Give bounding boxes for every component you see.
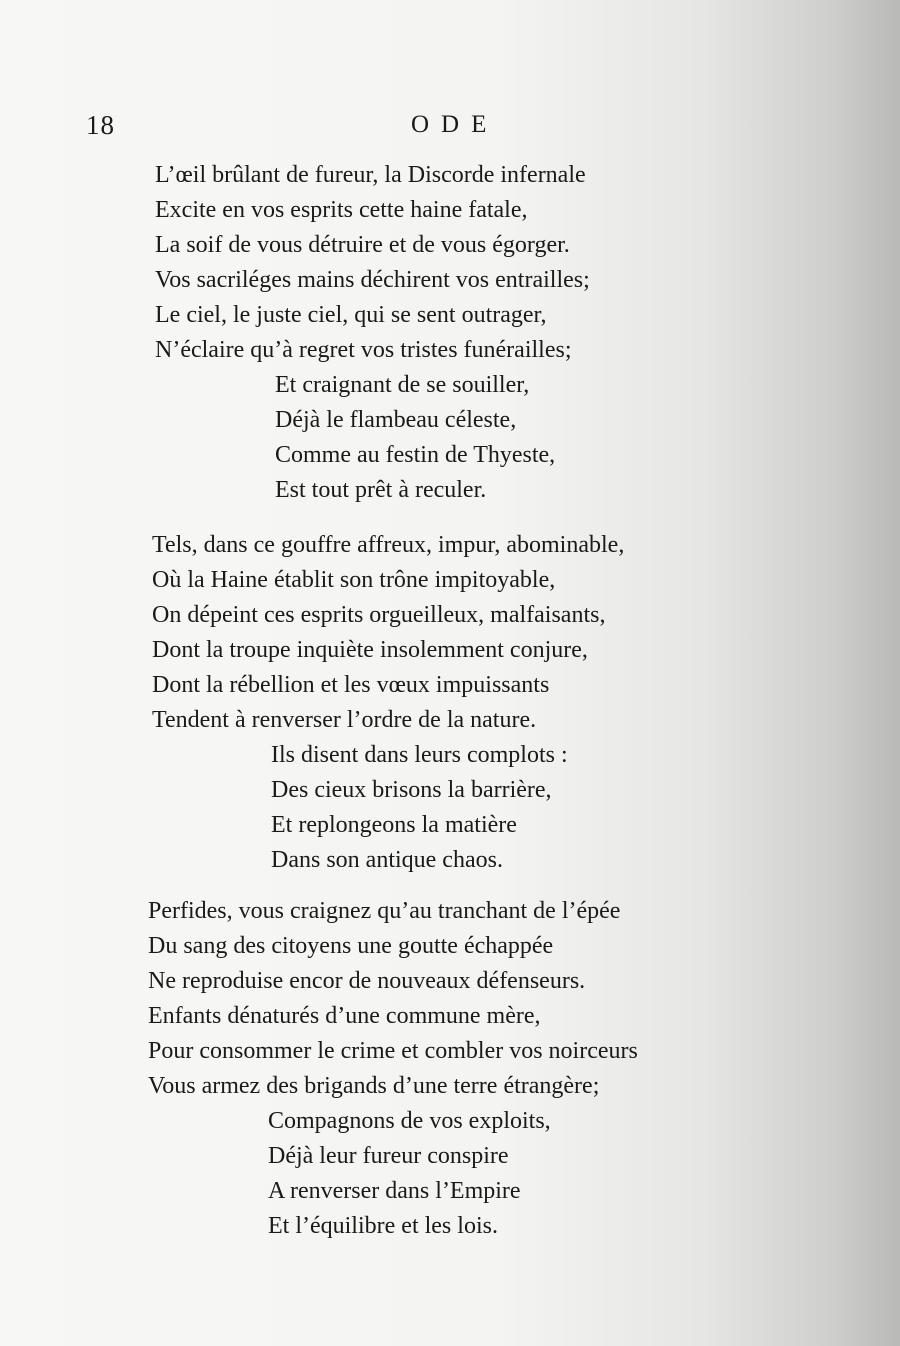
verse-line: Le ciel, le juste ciel, qui se sent outrager, — [155, 302, 547, 328]
verse-line: Du sang des citoyens une goutte échappée — [148, 933, 554, 959]
indented-verse-line: Et craignant de se souiller, — [275, 372, 530, 398]
indented-verse-line: Est tout prêt à reculer. — [275, 477, 487, 503]
indented-verse-line: Déjà leur fureur conspire — [268, 1143, 509, 1169]
verse-line: On dépeint ces esprits orgueilleux, malfaisants, — [152, 602, 606, 628]
indented-verse-line: Compagnons de vos exploits, — [268, 1108, 551, 1134]
indented-verse-line: Et replongeons la matière — [271, 812, 517, 838]
stanza-2 — [0, 528, 900, 878]
verse-line: Dont la troupe inquiète insolemment conjure, — [152, 637, 588, 663]
stanza-1 — [0, 158, 900, 508]
indented-verse-line: Et l’équilibre et les lois. — [268, 1213, 498, 1239]
indented-verse-line: Dans son antique chaos. — [271, 847, 503, 873]
verse-line: Tendent à renverser l’ordre de la nature. — [152, 707, 537, 733]
stanza-3 — [0, 894, 900, 1244]
page-number: 18 — [86, 110, 115, 140]
verse-line: Enfants dénaturés d’une commune mère, — [148, 1003, 541, 1029]
verse-line: Pour consommer le crime et combler vos noirceurs — [148, 1038, 638, 1064]
indented-verse-line: Comme au festin de Thyeste, — [275, 442, 556, 468]
verse-line: Excite en vos esprits cette haine fatale, — [155, 197, 528, 223]
indented-verse-line: Des cieux brisons la barrière, — [271, 777, 552, 803]
verse-line: Vos sacriléges mains déchirent vos entrailles; — [155, 267, 590, 293]
verse-line: Dont la rébellion et les vœux impuissants — [152, 672, 550, 698]
verse-line: Tels, dans ce gouffre affreux, impur, abominable, — [152, 532, 625, 558]
running-title: ODE — [411, 111, 499, 138]
verse-line: Où la Haine établit son trône impitoyable, — [152, 567, 556, 593]
indented-verse-line: Ils disent dans leurs complots : — [271, 742, 568, 768]
verse-line: La soif de vous détruire et de vous égorger. — [155, 232, 570, 258]
verse-line: N’éclaire qu’à regret vos tristes funérailles; — [155, 337, 572, 363]
indented-verse-line: Déjà le flambeau céleste, — [275, 407, 517, 433]
verse-line: Vous armez des brigands d’une terre étrangère; — [148, 1073, 600, 1099]
verse-line: L’œil brûlant de fureur, la Discorde infernale — [155, 162, 586, 188]
indented-verse-line: A renverser dans l’Empire — [268, 1178, 521, 1204]
verse-line: Ne reproduise encor de nouveaux défenseurs. — [148, 968, 586, 994]
verse-line: Perfides, vous craignez qu’au tranchant de l’épée — [148, 898, 621, 924]
